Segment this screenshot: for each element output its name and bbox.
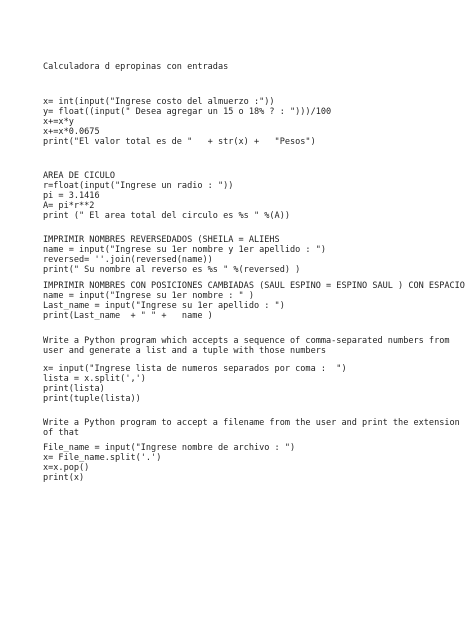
text-line: print(Last_name + " " + name ) <box>43 311 213 321</box>
text-line: Last_name = input("Ingrese su 1er apellido : ") <box>43 301 285 311</box>
text-line: Write a Python program which accepts a sequence of comma-separated numbers from <box>43 336 450 346</box>
text-line: pi = 3.1416 <box>43 191 100 201</box>
text-line: reversed= ''.join(reversed(name)) <box>43 255 213 265</box>
text-line: print(lista) <box>43 384 105 394</box>
text-line: x=x.pop() <box>43 463 90 473</box>
text-line: Write a Python program to accept a filename from the user and print the extension <box>43 418 460 428</box>
text-line: IMPRIMIR NOMBRES REVERSEDADOS (SHEILA = ALIEHS <box>43 235 280 245</box>
text-line: AREA DE CICULO <box>43 171 116 181</box>
text-line: user and generate a list and a tuple with those numbers <box>43 346 327 356</box>
text-line: print (" El area total del circulo es %s " %(A)) <box>43 211 290 221</box>
text-line: print(" Su nombre al reverso es %s " %(reversed) ) <box>43 265 301 275</box>
text-line: x+=x*y <box>43 117 74 127</box>
text-line: IMPRIMIR NOMBRES CON POSICIONES CAMBIADAS (SAUL ESPINO = ESPINO SAUL ) CON ESPACIO <box>43 281 465 291</box>
text-line: print(tuple(lista)) <box>43 394 141 404</box>
text-line: File_name = input("Ingrese nombre de archivo : ") <box>43 443 296 453</box>
document-title: Calculadora d epropinas con entradas <box>43 62 229 72</box>
text-line: x= input("Ingrese lista de numeros separados por coma : ") <box>43 364 347 374</box>
text-line: lista = x.split(',') <box>43 374 146 384</box>
text-line: print("El valor total es de " + str(x) + "Pesos") <box>43 137 316 147</box>
text-line: y= float((input(" Desea agregar un 15 o 18% ? : ")))/100 <box>43 107 332 117</box>
text-line: x= int(input("Ingrese costo del almuerzo :")) <box>43 97 275 107</box>
text-line: A= pi*r**2 <box>43 201 95 211</box>
text-line: x+=x*0.0675 <box>43 127 100 137</box>
text-line: of that <box>43 428 80 438</box>
text-line: x= File_name.split('.') <box>43 453 162 463</box>
text-line: name = input("Ingrese su 1er nombre : " ) <box>43 291 254 301</box>
text-line: name = input("Ingrese su 1er nombre y 1er apellido : ") <box>43 245 327 255</box>
text-line: r=float(input("Ingrese un radio : ")) <box>43 181 234 191</box>
text-line: print(x) <box>43 473 85 483</box>
